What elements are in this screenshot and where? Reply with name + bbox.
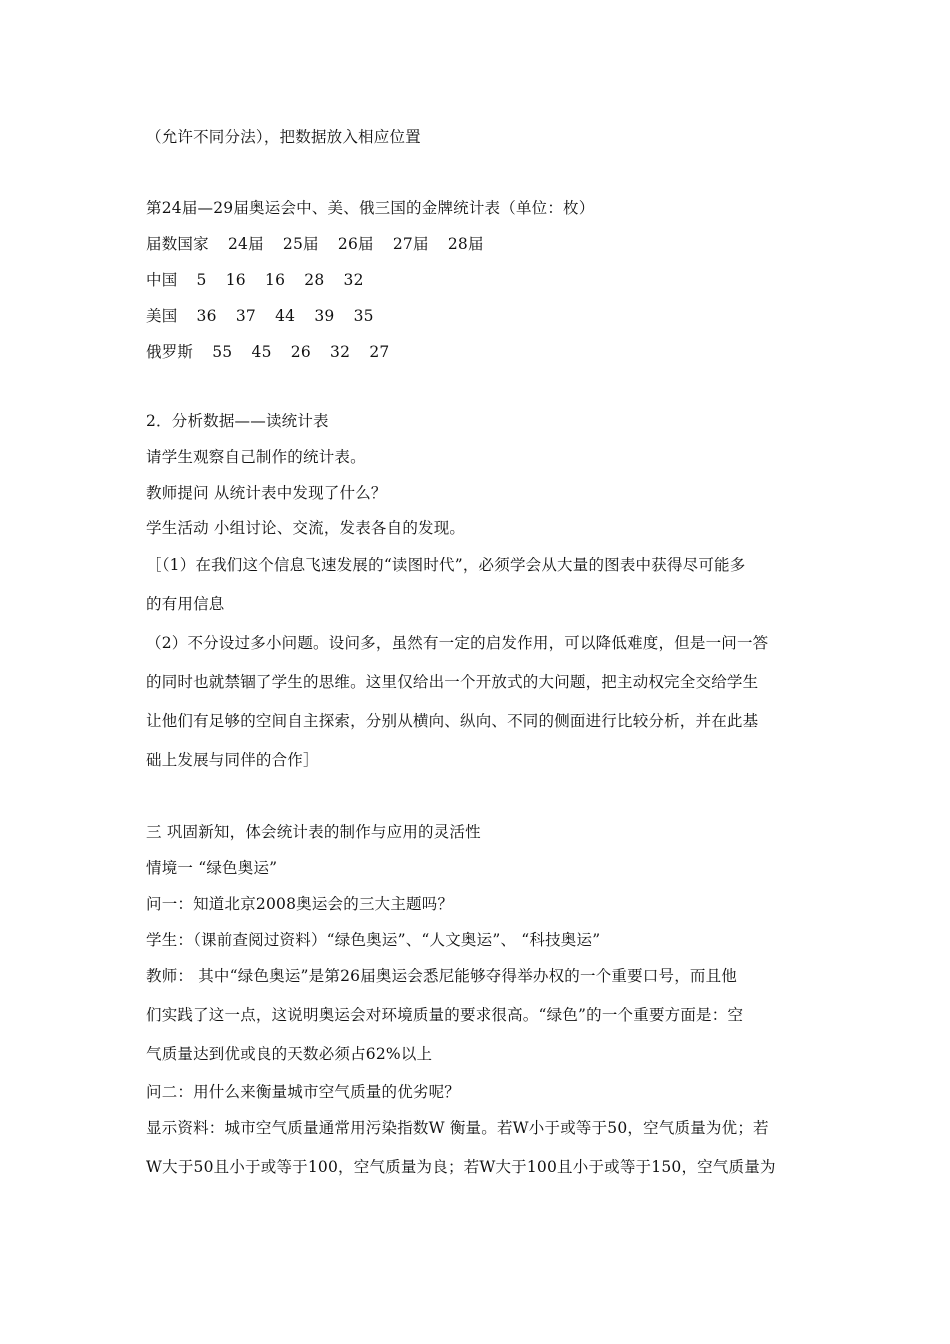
paragraph: 础上发展与同伴的合作］ [146, 751, 319, 769]
table-row [146, 342, 389, 362]
row-country: 俄罗斯 [146, 343, 194, 361]
row-value: 5 [196, 271, 207, 289]
paragraph: 气质量达到优或良的天数必须占62%以上 [146, 1045, 433, 1063]
table-header-col: 25届 [282, 235, 319, 253]
table-header-col: 28届 [447, 235, 484, 253]
row-value: 28 [304, 271, 325, 289]
row-value: 32 [343, 271, 364, 289]
paragraph: 的同时也就禁锢了学生的思维。这里仅给出一个开放式的大问题，把主动权完全交给学生 [146, 673, 759, 691]
table-title: 第24届—29届奥运会中、美、俄三国的金牌统计表（单位：枚） [146, 199, 595, 217]
document-page [146, 0, 810, 1344]
table-row [146, 306, 374, 326]
row-value: 26 [290, 343, 311, 361]
table-row [146, 270, 364, 290]
row-value: 32 [330, 343, 351, 361]
table-header-col: 24届 [227, 235, 264, 253]
table-header-col: 27届 [392, 235, 429, 253]
paragraph: （2）不分设过多小问题。设问多，虽然有一定的启发作用，可以降低难度，但是一问一答 [146, 634, 769, 652]
paragraph: 显示资料：城市空气质量通常用污染指数W 衡量。若W小于或等于50，空气质量为优；若 [146, 1119, 769, 1137]
paragraph: 的有用信息 [146, 595, 225, 613]
row-value: 45 [251, 343, 272, 361]
paragraph: W大于50且小于或等于100，空气质量为良；若W大于100且小于或等于150，空气质量为 [146, 1158, 776, 1176]
table-header-col: 26届 [337, 235, 374, 253]
row-value: 37 [235, 307, 256, 325]
paragraph: 学生活动 小组讨论、交流，发表各自的发现。 [146, 519, 466, 537]
paragraph: 们实践了这一点，这说明奥运会对环境质量的要求很高。“绿色”的一个重要方面是：空 [146, 1006, 744, 1024]
row-value: 27 [369, 343, 390, 361]
row-country: 中国 [146, 271, 178, 289]
paragraph: 情境一 “绿色奥运” [146, 859, 278, 877]
row-country: 美国 [146, 307, 178, 325]
row-value: 16 [265, 271, 286, 289]
row-value: 55 [212, 343, 233, 361]
row-value: 39 [314, 307, 335, 325]
paragraph: 教师： 其中“绿色奥运”是第26届奥运会悉尼能够夺得举办权的一个重要口号，而且他 [146, 967, 738, 985]
row-value: 16 [225, 271, 246, 289]
row-value: 44 [275, 307, 296, 325]
paragraph: 让他们有足够的空间自主探索，分别从横向、纵向、不同的侧面进行比较分析，并在此基 [146, 712, 759, 730]
row-value: 36 [196, 307, 217, 325]
row-value: 35 [353, 307, 374, 325]
paragraph: 教师提问 从统计表中发现了什么？ [146, 484, 387, 502]
table-header-row [146, 234, 484, 254]
paragraph: ［（1）在我们这个信息飞速发展的“读图时代”，必须学会从大量的图表中获得尽可能多 [146, 556, 746, 574]
paragraph: 请学生观察自己制作的统计表。 [146, 448, 366, 466]
section-2-heading: 2．分析数据——读统计表 [146, 412, 329, 430]
paragraph: 问二：用什么来衡量城市空气质量的优劣呢？ [146, 1083, 461, 1101]
paragraph: 问一：知道北京2008奥运会的三大主题吗？ [146, 895, 454, 913]
intro-line: （允许不同分法），把数据放入相应位置 [146, 128, 421, 146]
table-header-label: 届数国家 [146, 235, 209, 253]
section-3-heading: 三 巩固新知，体会统计表的制作与应用的灵活性 [146, 823, 481, 841]
paragraph: 学生：（课前查阅过资料）“绿色奥运”、“人文奥运”、 “科技奥运” [146, 931, 601, 949]
